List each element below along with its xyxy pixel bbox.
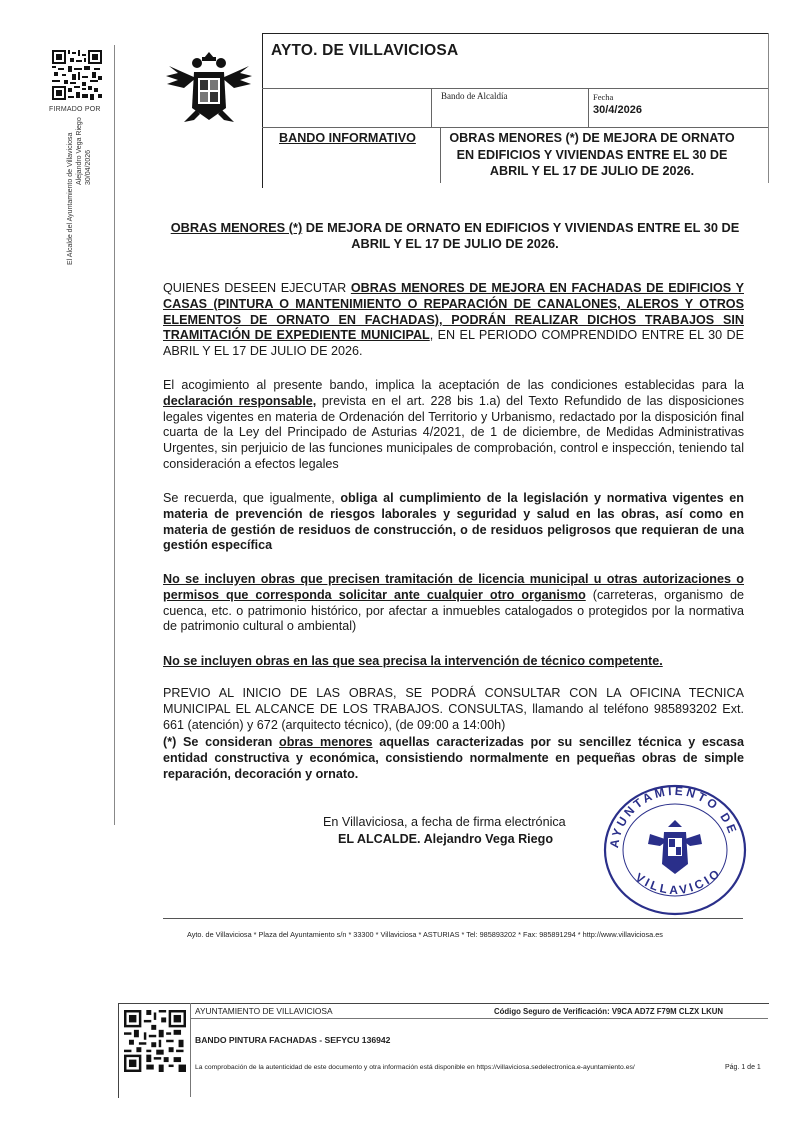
paragraph-consultation: PREVIO AL INICIO DE LAS OBRAS, SE PODRÁ CONSULTAR CON LA OFICINA TECNICA MUNICIPAL EL ALCANCE DE LOS TRABAJOS. CONSULTAS, llamando al teléfono 985893202 Ext. 661 (atención) y 672 (arquitecto técnico), (de 09:00 a 14:00h) bbox=[163, 686, 744, 732]
org-title: AYTO. DE VILLAVICIOSA bbox=[271, 42, 459, 59]
signer-vertical-text bbox=[66, 117, 93, 265]
para1-highlight: OBRAS MENORES DE MEJORA EN FACHADAS DE EDIFICIOS Y CASAS (PINTURA O MANTENIMIENTO O REPARACIÓN DE CANALONES, ALEROS Y OTROS ELEMENTOS DE ORNATO EN FACHADAS), PODRÁN REALIZAR DICHOS TRABAJOS SIN TRAMITACIÓN DE EXPEDIENTE MUNICIPAL bbox=[163, 281, 744, 343]
para2-intro: El acogimiento al presente bando, implica la aceptación de las condiciones establecidas para la bbox=[163, 378, 744, 392]
signature-mayor-name: EL ALCALDE. Alejandro Vega Riego bbox=[338, 832, 554, 846]
verification-csv: Código Seguro de Verificación: V9CA AD7Z F79M CLZX LKUN bbox=[494, 1007, 724, 1016]
signature-place-date: En Villaviciosa, a fecha de firma electrónica bbox=[323, 815, 566, 829]
svg-text:VILLAVICIOSA: VILLAVICIO bbox=[632, 865, 725, 898]
signature-qr-code bbox=[52, 50, 102, 100]
verification-qr-code bbox=[124, 1010, 186, 1072]
verification-org: AYUNTAMIENTO DE VILLAVICIOSA bbox=[195, 1006, 333, 1016]
official-seal bbox=[600, 782, 750, 922]
coat-of-arms-logo bbox=[164, 48, 254, 133]
footer-address: Ayto. de Villaviciosa * Plaza del Ayuntamiento s/n * 33300 * Villaviciosa * ASTURIAS * Tel: 985893202 * Fax: 985891294 * http://www.villaviciosa.es bbox=[187, 930, 663, 939]
paragraph-obligations bbox=[163, 491, 744, 554]
para7-term: obras menores bbox=[279, 735, 373, 749]
verification-authenticity: La comprobación de la autenticidad de este documento y otra información está disponible en https://villaviciosa.sedelectronica.e-ayuntamiento.es/ bbox=[195, 1064, 635, 1071]
sidebar-divider bbox=[114, 45, 115, 825]
para4-highlight: No se incluyen obras que precisen tramitación de licencia municipal u otras autorizaciones o permisos que corresponda solicitar ante cualquier otro organismo bbox=[163, 572, 744, 602]
firmado-por-label: FIRMADO POR bbox=[49, 106, 101, 113]
paragraph-declaration bbox=[163, 378, 744, 473]
para1-period: , EN EL PERIODO COMPRENDIDO ENTRE EL 30 DE ABRIL Y EL 17 DE JULIO DE 2026. bbox=[163, 328, 744, 359]
para2-rest: prevista en el art. 228 bis 1.a) del Texto Refundido de las disposiciones legales vigentes en materia de Ordenación del Territorio y Urbanismo, redactado por la disposición final cuarta de la Ley del Principado de Asturias 4/2021, de 1 de diciembre, de Medidas Administrativas Urgentes, sin perjuicio de las funciones municipales de comprobación, control e inspección, teniendo tal consideración a efectos legales bbox=[163, 393, 744, 471]
para3-highlight: obliga al cumplimiento de la legislación y normativa vigentes en materia de prevención de riesgos laborales y seguridad y salud en las obras, así como en materia de gestión de residuos de construcción, o de residuos peligrosos que requieran de una gestión específica bbox=[163, 491, 744, 553]
doc-type-label: Bando de Alcaldía bbox=[441, 91, 508, 101]
signer-line-2: Alejandro Vega Riego bbox=[76, 117, 83, 185]
page-number: Pág. 1 de 1 bbox=[725, 1064, 761, 1071]
paragraph-definition bbox=[163, 735, 744, 782]
para4-rest: (carreteras, organismo de cuenca, etc. o patrimonio histórico, por afectar a inmuebles catalogados o protegidos por la normativa de patrimonio cultural o ambiental) bbox=[163, 587, 744, 634]
date-value: 30/4/2026 bbox=[593, 104, 642, 116]
svg-text:AYUNTAMIENTO DE: AYUNTAMIENTO DE bbox=[606, 783, 741, 849]
paragraph-exclusions bbox=[163, 572, 744, 635]
title-part-2: DE MEJORA DE ORNATO EN EDIFICIOS Y VIVIENDAS ENTRE EL 30 DE ABRIL Y EL 17 DE JULIO DE 2026. bbox=[302, 220, 740, 251]
document-title bbox=[160, 220, 750, 252]
para7-rest: aquellas caracterizadas por su sencillez técnica y escasa entidad constructiva y económica, consistiendo normalmente en pequeñas obras de simple reparación, decoración y ornato. bbox=[163, 735, 744, 781]
bando-label: BANDO INFORMATIVO bbox=[279, 131, 416, 145]
paragraph-technician: No se incluyen obras en las que sea precisa la intervención de técnico competente. bbox=[163, 654, 663, 668]
para7-intro: (*) Se consideran bbox=[163, 735, 279, 749]
verification-qr-divider bbox=[190, 1003, 191, 1097]
footer-divider bbox=[163, 918, 743, 919]
verification-header-line bbox=[190, 1018, 768, 1019]
title-part-1: OBRAS MENORES (*) bbox=[170, 220, 303, 235]
signer-line-1: El Alcalde del Ayuntamiento de Villaviciosa bbox=[67, 132, 74, 265]
paragraph-scope bbox=[163, 281, 744, 360]
signer-line-3: 30/04/2026 bbox=[85, 149, 92, 185]
para3-intro: Se recuerda, que igualmente, bbox=[163, 491, 341, 505]
date-label: Fecha bbox=[593, 92, 614, 102]
verification-doc-name: BANDO PINTURA FACHADAS - SEFYCU 136942 bbox=[195, 1035, 391, 1045]
para2-highlight: declaración responsable, bbox=[163, 393, 317, 408]
para1-intro: QUIENES DESEEN EJECUTAR bbox=[163, 281, 351, 295]
bando-subject: OBRAS MENORES (*) DE MEJORA DE ORNATO EN EDIFICIOS Y VIVIENDAS ENTRE EL 30 DE ABRIL Y EL 17 DE JULIO DE 2026. bbox=[449, 131, 735, 179]
